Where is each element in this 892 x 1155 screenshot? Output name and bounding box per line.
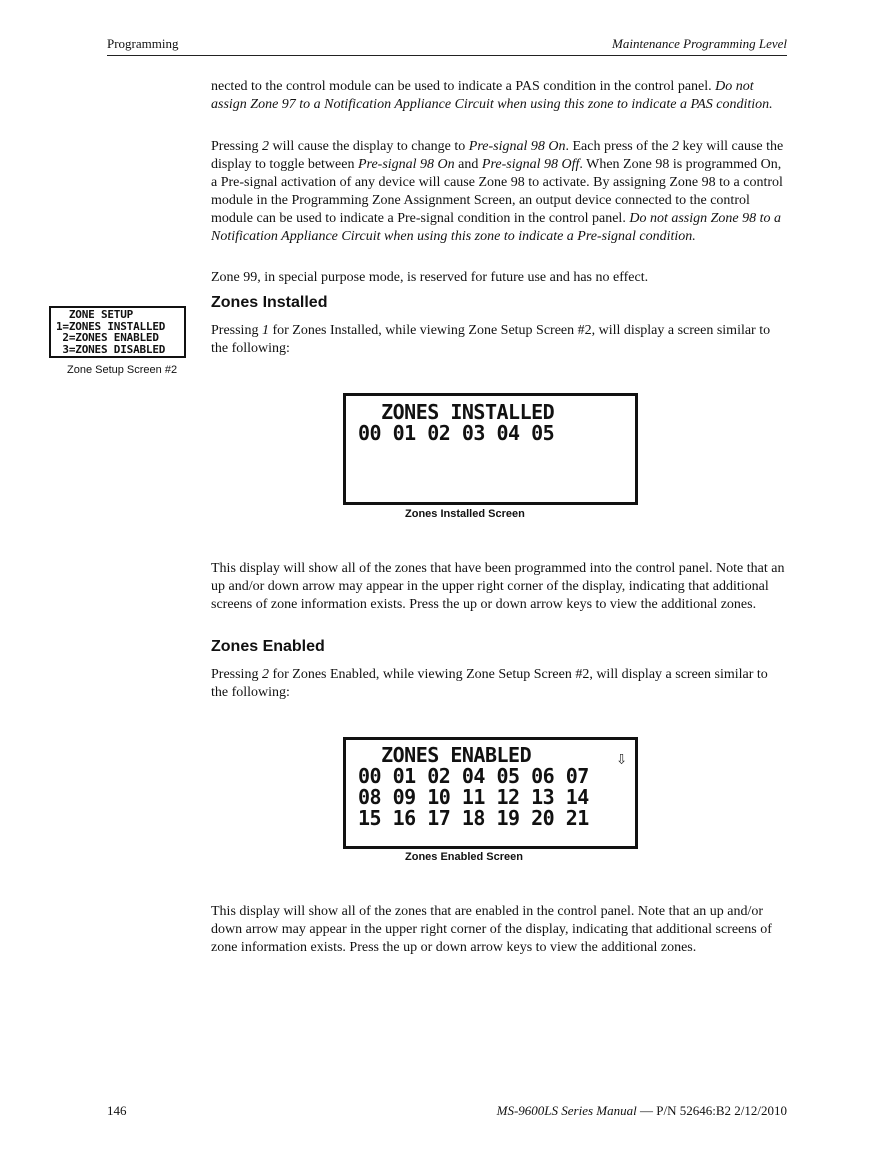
text: for Zones Enabled, while viewing Zone Setup Screen #2, will display a screen similar to the following: xyxy=(211,667,768,700)
lcd-line: ZONES INSTALLED xyxy=(358,400,555,424)
part-number: — P/N 52646:B2 2/12/2010 xyxy=(636,1103,787,1118)
zones-enabled-lcd xyxy=(343,737,638,849)
lcd-line: ZONES ENABLED xyxy=(358,743,532,767)
lcd-line: ZONE SETUP xyxy=(56,308,134,321)
lcd-line: 00 01 02 03 04 05 xyxy=(358,421,555,445)
warning-text: Do not assign Zone 97 to a Notification Appliance Circuit when using this zone to indicate a PAS condition. xyxy=(211,79,773,112)
lcd-line: 08 09 10 11 12 13 14 xyxy=(358,785,589,809)
key-ref: 1 xyxy=(261,323,269,338)
zone-setup-lcd xyxy=(49,306,186,358)
zone-setup-caption: Zone Setup Screen #2 xyxy=(67,364,178,376)
paragraph-zone99: Zone 99, in special purpose mode, is reserved for future use and has no effect. xyxy=(211,270,649,285)
text: nected to the control module can be used to indicate a PAS condition in the control panel. xyxy=(211,79,712,94)
state-ref: Pre-signal 98 Off xyxy=(481,157,580,172)
footer-manual-info xyxy=(497,1103,787,1119)
text: . Each press of the xyxy=(565,139,669,154)
zones-installed-description: This display will show all of the zones that have been programmed into the control panel. Note that an up and/or down arrow may appear in the upper right corner of the display, indicating that additional screens of zone information exists. Press the up or down arrow keys to view the additional zones. xyxy=(211,561,785,612)
manual-title: MS-9600LS Series Manual xyxy=(496,1103,637,1118)
lcd-line: 3=ZONES DISABLED xyxy=(56,342,166,356)
key-ref: 2 xyxy=(261,667,269,682)
text: key will cause the display to toggle between xyxy=(211,139,784,172)
header-rule xyxy=(107,55,787,56)
paragraph-pas xyxy=(211,78,788,114)
zones-enabled-intro xyxy=(211,666,788,702)
text: Pressing xyxy=(211,667,259,682)
warning-text: Do not assign Zone 98 to a Notification Appliance Circuit when using this zone to indicate a Pre-signal condition. xyxy=(211,211,782,244)
page-header-right: Maintenance Programming Level xyxy=(612,36,787,51)
lcd-line: 00 01 02 04 05 06 07 xyxy=(358,764,589,788)
page-number: 146 xyxy=(107,1103,127,1118)
zones-enabled-heading: Zones Enabled xyxy=(211,638,325,655)
text: for Zones Installed, while viewing Zone Setup Screen #2, will display a screen similar to the following: xyxy=(211,323,771,356)
text: Pressing xyxy=(211,139,259,154)
zones-installed-intro xyxy=(211,322,788,358)
key-ref: 2 xyxy=(261,139,269,154)
key-ref: 2 xyxy=(672,139,680,154)
state-ref: Pre-signal 98 On xyxy=(357,157,455,172)
zones-enabled-description: This display will show all of the zones that are enabled in the control panel. Note that an up and/or down arrow may appear in the upper right corner of the display, indicating that additional screens of zone information exists. Press the up or down arrow keys to view the additional zones. xyxy=(211,904,772,955)
text: . When Zone 98 is programmed On, a Pre-signal activation of any device will cause Zone 98 to activate. By assigning Zone 98 to a control module in the Programming Zone Assignment Screen, an output device connected to the control module can be used to indicate a Pre-signal condition in the control panel. xyxy=(211,157,783,226)
zones-enabled-caption: Zones Enabled Screen xyxy=(405,851,523,863)
state-ref: Pre-signal 98 On xyxy=(468,139,566,154)
lcd-line: 2=ZONES ENABLED xyxy=(56,331,159,344)
paragraph-presignal xyxy=(211,138,788,246)
text: and xyxy=(458,157,479,172)
text: will cause the display to change to xyxy=(272,139,466,154)
lcd-line: 1=ZONES INSTALLED xyxy=(56,319,166,333)
text: Pressing xyxy=(211,323,259,338)
zones-installed-lcd xyxy=(343,393,638,505)
zones-installed-heading: Zones Installed xyxy=(211,294,328,311)
zones-installed-caption: Zones Installed Screen xyxy=(405,508,525,520)
page-header-left: Programming xyxy=(107,36,179,51)
lcd-line: 15 16 17 18 19 20 21 xyxy=(358,806,589,830)
down-arrow-icon: ⇩ xyxy=(616,748,627,769)
